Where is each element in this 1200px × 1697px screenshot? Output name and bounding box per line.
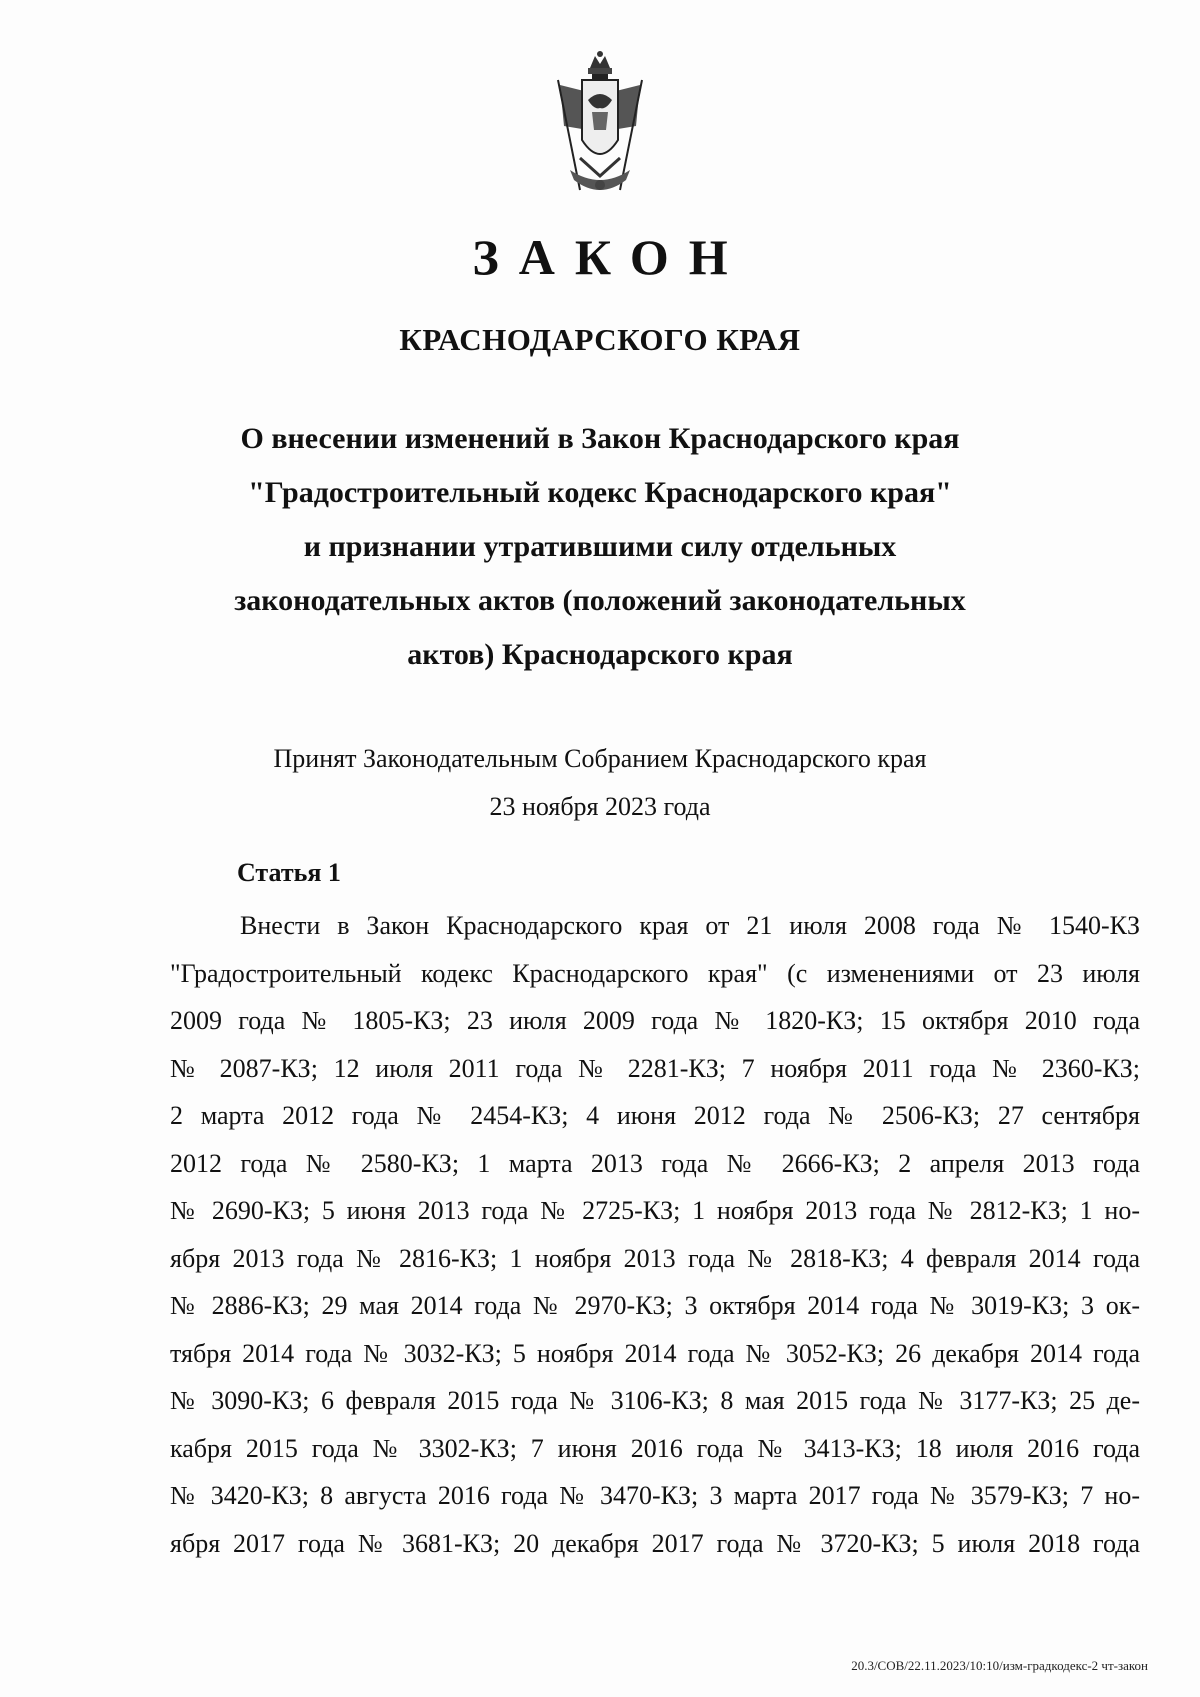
subject-line: "Градостроительный кодекс Краснодарского края" bbox=[248, 476, 952, 509]
adoption-line: Принят Законодательным Собранием Краснодарского края bbox=[273, 744, 927, 773]
subject-line: актов) Краснодарского края bbox=[407, 638, 793, 671]
document-region: КРАСНОДАРСКОГО КРАЯ bbox=[399, 322, 801, 357]
body-line: № 2886-КЗ; 29 мая 2014 года № 2970-КЗ; 3 октября 2014 года № 3019-КЗ; 3 ок- bbox=[170, 1291, 1140, 1320]
body-line: № 3090-КЗ; 6 февраля 2015 года № 3106-КЗ; 8 мая 2015 года № 3177-КЗ; 25 де- bbox=[170, 1386, 1140, 1415]
body-line: тября 2014 года № 3032-КЗ; 5 ноября 2014 года № 3052-КЗ; 26 декабря 2014 года bbox=[170, 1338, 1140, 1368]
adoption-date: 23 ноября 2023 года bbox=[489, 792, 711, 821]
coat-of-arms-icon bbox=[540, 50, 660, 210]
subject-line: и признании утратившими силу отдельных bbox=[303, 530, 897, 563]
body-line: 2012 года № 2580-КЗ; 1 марта 2013 года № 2666-КЗ; 2 апреля 2013 года bbox=[170, 1148, 1140, 1178]
subject-line: О внесении изменений в Закон Краснодарского края bbox=[240, 422, 960, 455]
article-body bbox=[170, 902, 1140, 1567]
body-line: Внести в Закон Краснодарского края от 21 июля 2008 года № 1540-КЗ bbox=[240, 911, 1140, 940]
body-line: ября 2013 года № 2816-КЗ; 1 ноября 2013 года № 2818-КЗ; 4 февраля 2014 года bbox=[170, 1243, 1140, 1273]
subject-line: законодательных актов (положений законодательных bbox=[234, 584, 966, 617]
law-subject bbox=[150, 412, 1050, 682]
body-line: ября 2017 года № 3681-КЗ; 20 декабря 2017 года № 3720-КЗ; 5 июля 2018 года bbox=[170, 1528, 1140, 1558]
body-line: № 2087-КЗ; 12 июля 2011 года № 2281-КЗ; 7 ноября 2011 года № 2360-КЗ; bbox=[170, 1053, 1140, 1083]
body-line: "Градостроительный кодекс Краснодарского края" (с изменениями от 23 июля bbox=[170, 958, 1140, 988]
article-title: Статья 1 bbox=[237, 858, 341, 887]
body-line: № 2690-КЗ; 5 июня 2013 года № 2725-КЗ; 1 ноября 2013 года № 2812-КЗ; 1 но- bbox=[170, 1196, 1140, 1225]
document-footer-code: 20.3/СОВ/22.11.2023/10:10/изм-градкодекс-2 чт-закон bbox=[851, 1658, 1148, 1673]
adoption-note bbox=[0, 735, 1200, 831]
body-line: 2009 года № 1805-КЗ; 23 июля 2009 года № 1820-КЗ; 15 октября 2010 года bbox=[170, 1006, 1140, 1035]
body-line: 2 марта 2012 года № 2454-КЗ; 4 июня 2012 года № 2506-КЗ; 27 сентября bbox=[170, 1101, 1140, 1130]
body-line: кабря 2015 года № 3302-КЗ; 7 июня 2016 года № 3413-КЗ; 18 июля 2016 года bbox=[170, 1433, 1140, 1463]
document-title: ЗАКОН bbox=[472, 229, 748, 285]
body-line: № 3420-КЗ; 8 августа 2016 года № 3470-КЗ; 3 марта 2017 года № 3579-КЗ; 7 но- bbox=[170, 1481, 1140, 1510]
